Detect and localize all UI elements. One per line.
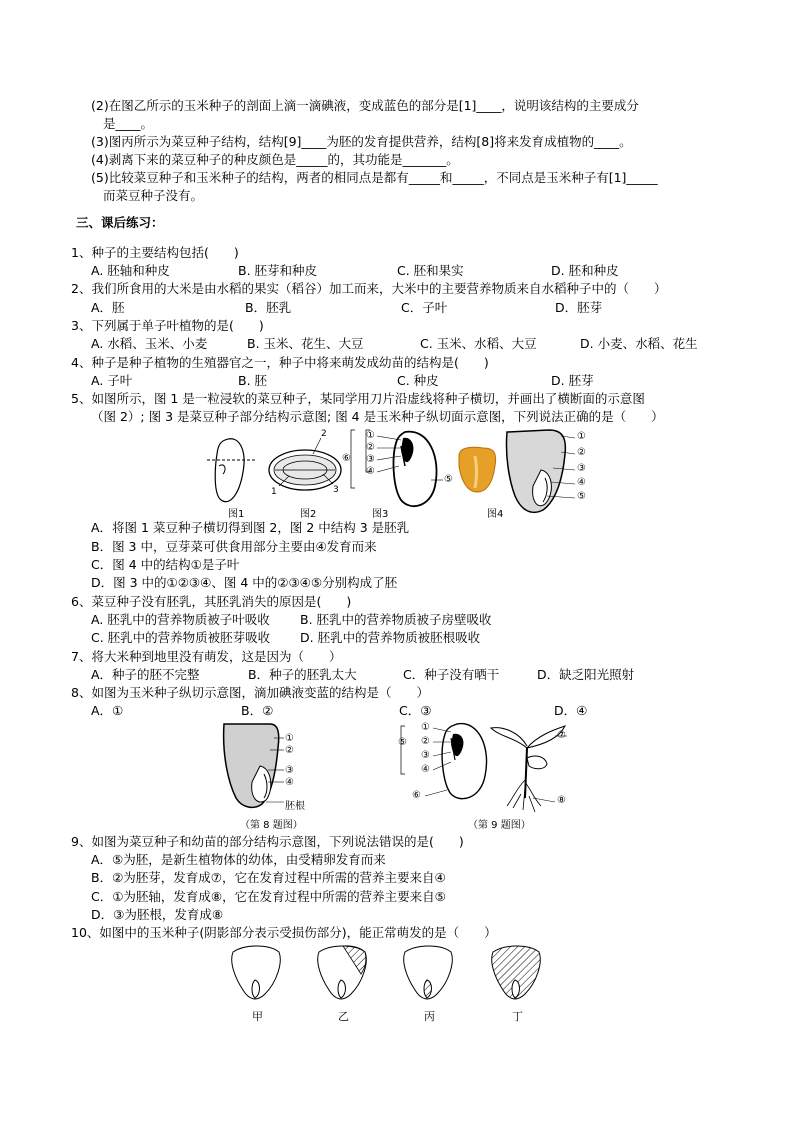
q4-option-b[interactable]: B. 胚 xyxy=(238,373,268,388)
fig4-marker-2: ② xyxy=(577,447,586,458)
q1-stem: 1、种子的主要结构包括( ) xyxy=(71,245,239,260)
q7-option-d[interactable]: D．缺乏阳光照射 xyxy=(537,667,635,682)
svg-text:2: 2 xyxy=(321,429,327,439)
seed-yi xyxy=(318,946,367,999)
q6-stem: 6、菜豆种子没有胚乳，其胚乳消失的原因是( ) xyxy=(71,594,352,609)
q1-option-b[interactable]: B. 胚芽和种皮 xyxy=(238,263,318,278)
q5-option-a[interactable]: A．将图 1 菜豆种子横切得到图 2，图 2 中结构 3 是胚乳 xyxy=(91,520,410,535)
fig3-marker-2: ② xyxy=(366,442,375,453)
fig2-cross-section xyxy=(269,429,341,497)
q7-option-a[interactable]: A．种子的胚不完整 xyxy=(91,667,200,682)
q7-option-c[interactable]: C．种子没有晒干 xyxy=(403,667,500,682)
fig1-label: 图1 xyxy=(228,509,245,520)
q5-option-b[interactable]: B．图 3 中，豆芽菜可供食用部分主要由④发育而来 xyxy=(91,539,377,554)
corn-kernel-image xyxy=(459,447,496,492)
q10-corn-seeds-figure xyxy=(225,942,555,1004)
q8-option-b[interactable]: B．② xyxy=(241,703,274,718)
q8-option-c[interactable]: C．③ xyxy=(399,703,432,718)
q9-marker-4: ④ xyxy=(421,764,430,775)
q10-stem: 10、如图中的玉米种子(阴影部分表示受损伤部分)，能正常萌发的是（ ） xyxy=(71,925,497,940)
intro-line-1: (2)在图乙所示的玉米种子的剖面上滴一滴碘液，变成蓝色的部分是[1]____，说明该结构的主要成分 xyxy=(91,98,639,113)
q9-marker-3: ③ xyxy=(421,750,430,761)
seed-label-yi: 乙 xyxy=(338,1010,349,1023)
fig4-marker-4: ④ xyxy=(577,477,586,488)
intro-line-3: (3)图丙所示为菜豆种子结构，结构[9]____为胚的发育提供营养，结构[8]将来发育成植物的____。 xyxy=(91,134,632,149)
seed-label-jia: 甲 xyxy=(252,1010,263,1023)
q8-root-label: 胚根 xyxy=(285,801,305,812)
q9-marker-6: ⑥ xyxy=(412,790,421,801)
q4-option-a[interactable]: A. 子叶 xyxy=(91,373,133,388)
q6-option-c[interactable]: C. 胚乳中的营养物质被胚芽吸收 xyxy=(91,630,271,645)
q7-option-b[interactable]: B．种子的胚乳太大 xyxy=(248,667,357,682)
q6-option-d[interactable]: D. 胚乳中的营养物质被胚根吸收 xyxy=(300,630,481,645)
fig4-marker-3: ③ xyxy=(577,463,586,474)
q3-option-c[interactable]: C. 玉米、水稻、大豆 xyxy=(420,336,537,351)
seed-label-bing: 丙 xyxy=(424,1010,435,1023)
q9-option-a[interactable]: A．⑤为胚，是新生植物体的幼体，由受精卵发育而来 xyxy=(91,852,386,867)
q3-stem: 3、下列属于单子叶植物的是( ) xyxy=(71,318,264,333)
q8-marker-1: ① xyxy=(285,733,294,744)
seed-bing xyxy=(404,946,453,999)
q9-marker-1: ① xyxy=(421,722,430,733)
fig3-marker-3: ③ xyxy=(366,454,375,465)
seed-ding xyxy=(492,946,541,999)
q2-option-c[interactable]: C．子叶 xyxy=(401,300,448,315)
fig4-marker-5: ⑤ xyxy=(577,491,586,502)
intro-line-4: (4)剥离下来的菜豆种子的种皮颜色是_____的，其功能是_______。 xyxy=(91,152,459,167)
intro-line-2: 是____。 xyxy=(103,116,154,131)
q6-option-b[interactable]: B. 胚乳中的营养物质被子房壁吸收 xyxy=(300,612,492,627)
q3-option-d[interactable]: D. 小麦、水稻、花生 xyxy=(580,336,698,351)
q5-option-c[interactable]: C．图 4 中的结构①是子叶 xyxy=(91,557,240,572)
fig3-marker-4: ④ xyxy=(366,466,375,477)
fig4-label: 图4 xyxy=(487,509,504,520)
fig4-marker-1: ① xyxy=(577,431,586,442)
fig3-label: 图3 xyxy=(372,509,389,520)
fig2-label: 图2 xyxy=(300,509,317,520)
q6-option-a[interactable]: A. 胚乳中的营养物质被子叶吸收 xyxy=(91,612,270,627)
q9-marker-7: ⑦ xyxy=(557,730,566,741)
q1-option-d[interactable]: D. 胚和种皮 xyxy=(551,263,619,278)
q9-stem: 9、如图为菜豆种子和幼苗的部分结构示意图，下列说法错误的是( ) xyxy=(71,834,464,849)
intro-line-6: 而菜豆种子没有。 xyxy=(103,188,204,203)
q5-stem-1: 5、如图所示，图 1 是一粒浸软的菜豆种子，某同学用刀片沿虚线将种子横切，并画出了横断面的示意图 xyxy=(71,391,645,406)
q2-stem: 2、我们所食用的大米是由水稻的果实（稻谷）加工而来，大米中的主要营养物质来自水稻种子中的（ ） xyxy=(71,281,667,296)
q9-marker-5: ⑤ xyxy=(398,737,407,748)
q9-marker-2: ② xyxy=(421,736,430,747)
q7-stem: 7、将大米种到地里没有萌发，这是因为（ ） xyxy=(71,649,342,664)
seed-label-ding: 丁 xyxy=(512,1010,523,1023)
q4-option-c[interactable]: C. 种皮 xyxy=(397,373,439,388)
q8-option-d[interactable]: D．④ xyxy=(554,703,588,718)
fig3-marker-6: ⑥ xyxy=(342,453,351,464)
q9-marker-8: ⑧ xyxy=(557,795,566,806)
q5-stem-2: （图 2）; 图 3 是菜豆种子部分结构示意图; 图 4 是玉米种子纵切面示意图，下列说法正确的是（ ） xyxy=(91,409,664,424)
q9-option-b[interactable]: B．②为胚芽，发育成⑦，它在发育过程中所需的营养主要来自④ xyxy=(91,870,446,885)
svg-text:1: 1 xyxy=(271,487,277,497)
fig1-bean-seed xyxy=(207,439,255,502)
q8-fig-caption: （第 8 题图） xyxy=(240,820,303,831)
q8-option-a[interactable]: A．① xyxy=(91,703,124,718)
q3-option-a[interactable]: A. 水稻、玉米、小麦 xyxy=(91,336,208,351)
q9-option-d[interactable]: D．③为胚根，发育成⑧ xyxy=(91,907,224,922)
fig3-bean-structure xyxy=(351,430,443,506)
q1-option-c[interactable]: C. 胚和果实 xyxy=(397,263,464,278)
section-title: 三、课后练习： xyxy=(76,215,164,230)
q9-option-c[interactable]: C．①为胚轴，发育成⑧，它在发育过程中所需的营养主要来自⑤ xyxy=(91,889,446,904)
seed-jia xyxy=(232,946,281,999)
q2-option-d[interactable]: D．胚芽 xyxy=(555,300,603,315)
q8-stem: 8、如图为玉米种子纵切示意图，滴加碘液变蓝的结构是（ ） xyxy=(71,685,429,700)
q8-marker-3: ③ xyxy=(285,765,294,776)
q4-stem: 4、种子是种子植物的生殖器官之一，种子中将来萌发成幼苗的结构是( ) xyxy=(71,355,489,370)
q3-option-b[interactable]: B. 玉米、花生、大豆 xyxy=(247,336,364,351)
svg-text:3: 3 xyxy=(333,485,339,495)
q8-marker-2: ② xyxy=(285,745,294,756)
q2-option-b[interactable]: B．胚乳 xyxy=(245,300,292,315)
q4-option-d[interactable]: D. 胚芽 xyxy=(551,373,594,388)
q5-option-d[interactable]: D．图 3 中的①②③④、图 4 中的②③④⑤分别构成了胚 xyxy=(91,575,398,590)
fig3-marker-1: ① xyxy=(366,430,375,441)
q1-option-a[interactable]: A. 胚轴和种皮 xyxy=(91,263,170,278)
fig3-marker-5: ⑤ xyxy=(444,474,453,485)
q2-option-a[interactable]: A．胚 xyxy=(91,300,125,315)
intro-line-5: (5)比较菜豆种子和玉米种子的结构，两者的相同点是都有_____和_____，不同点是玉米种子有[1]_____ xyxy=(91,170,658,185)
q5-figures xyxy=(205,426,605,518)
q9-fig-caption: （第 9 题图） xyxy=(468,820,531,831)
fig4-corn-section xyxy=(506,430,575,512)
q8-marker-4: ④ xyxy=(285,777,294,788)
